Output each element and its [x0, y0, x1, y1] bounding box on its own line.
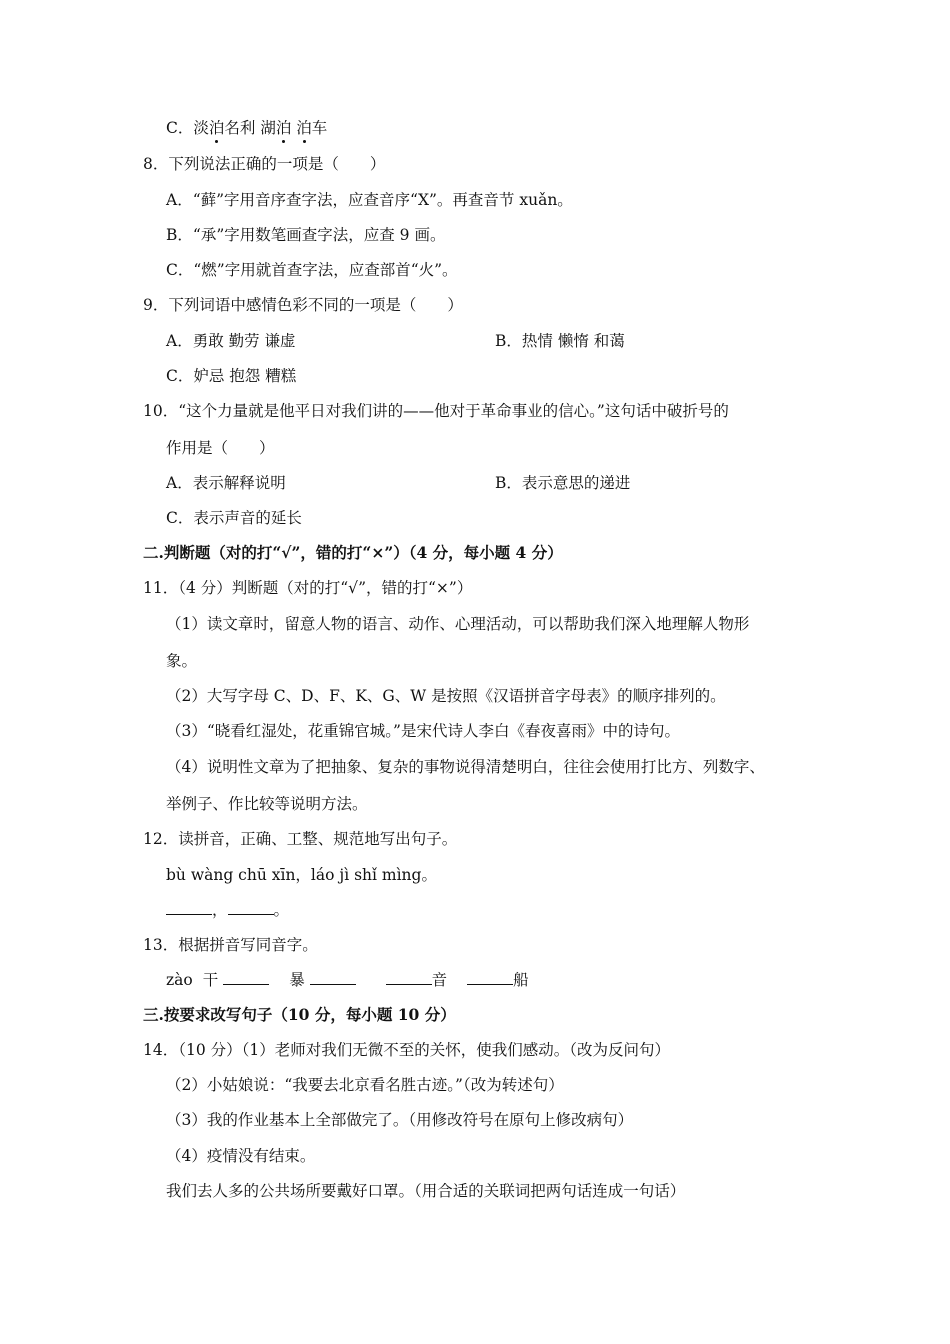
q11-statement-1a: （1）读文章时，留意人物的语言、动作、心理活动，可以帮助我们深入地理解人物形: [166, 615, 750, 633]
q13-answer-line: [166, 970, 529, 990]
q13-word-2: 暴: [289, 971, 305, 989]
section-3-heading: 三.按要求改写句子（10 分，每小题 10 分）: [143, 1005, 456, 1024]
q10-stem-line1: 10．“这个力量就是他平日对我们讲的——他对于革命事业的信心。”这句话中破折号的: [143, 402, 729, 420]
q9-option-b: B．热情 懒惰 和蔼: [495, 332, 625, 350]
q11-statement-4b: 举例子、作比较等说明方法。: [166, 795, 368, 813]
q9-stem: 9．下列词语中感情色彩不同的一项是（ ）: [143, 296, 463, 314]
q13-word-4: 船: [513, 971, 529, 989]
q10-option-b: B．表示意思的递进: [495, 474, 631, 492]
q13-pinyin: zào: [166, 971, 193, 989]
q7-c-suffix: 车: [311, 119, 328, 137]
q9-option-c: C．妒忌 抱怨 糟糕: [166, 367, 297, 385]
q8-option-c: C．“燃”字用就首查字法，应查部首“火”。: [166, 261, 458, 279]
q7-c-emphasis-3: 泊: [296, 119, 312, 137]
q7-c-emphasis-1: 泊: [208, 119, 225, 137]
q12-blank-1[interactable]: [166, 900, 212, 915]
q7-c-mid-1: 名利 湖: [224, 119, 276, 137]
section-2-heading: 二.判断题（对的打“√”，错的打“×”）（4 分，每小题 4 分）: [143, 543, 563, 562]
q12-separator: ，: [212, 901, 228, 919]
q12-blank-2[interactable]: [228, 900, 274, 915]
q11-statement-1b: 象。: [166, 652, 198, 670]
q14-sub-4-line2: 我们去人多的公共场所要戴好口罩。（用合适的关联词把两句话连成一句话）: [166, 1182, 686, 1200]
q11-statement-2: （2）大写字母 C、D、F、K、G、W 是按照《汉语拼音字母表》的顺序排列的。: [166, 687, 726, 705]
q11-statement-3: （3）“晓看红湿处，花重锦官城。”是宋代诗人李白《春夜喜雨》中的诗句。: [166, 722, 680, 740]
q11-stem: 11．（4 分）判断题（对的打“√”，错的打“×”）: [143, 579, 473, 597]
q13-blank-1[interactable]: [223, 970, 269, 985]
q13-blank-2[interactable]: [310, 970, 356, 985]
q13-word-1: 干: [202, 971, 219, 989]
q10-stem-line2: 作用是（ ）: [166, 439, 275, 457]
q7-c-emphasis-2: 泊: [275, 119, 292, 137]
q8-option-b: B．“承”字用数笔画查字法，应查 9 画。: [166, 226, 446, 244]
q13-blank-3[interactable]: [386, 970, 432, 985]
q8-stem: 8．下列说法正确的一项是（ ）: [143, 155, 386, 173]
q13-word-3: 音: [431, 971, 448, 989]
q13-stem: 13．根据拼音写同音字。: [143, 936, 318, 954]
q13-blank-4[interactable]: [467, 970, 513, 985]
q7-c-prefix: C．淡: [166, 119, 209, 137]
q14-sub-4: （4）疫情没有结束。: [166, 1147, 316, 1165]
q10-option-c: C．表示声音的延长: [166, 509, 302, 527]
q12-answer-line: [166, 900, 289, 920]
q14-sub-3: （3）我的作业基本上全部做完了。（用修改符号在原句上修改病句）: [166, 1111, 634, 1129]
q9-option-a: A．勇敢 勤劳 谦虚: [166, 332, 296, 350]
q12-end: 。: [273, 901, 290, 919]
q14-stem: 14．（10 分）（1）老师对我们无微不至的关怀，使我们感动。（改为反问句）: [143, 1041, 670, 1059]
q11-statement-4a: （4）说明性文章为了把抽象、复杂的事物说得清楚明白，往往会使用打比方、列数字、: [166, 758, 765, 776]
q10-option-a: A．表示解释说明: [166, 474, 286, 492]
q14-sub-2: （2）小姑娘说：“我要去北京看名胜古迹。”（改为转述句）: [166, 1076, 564, 1094]
q12-stem: 12．读拼音，正确、工整、规范地写出句子。: [143, 830, 458, 848]
q12-pinyin: bù wàng chū xīn，láo jì shǐ mìng。: [166, 866, 437, 884]
q7-option-c: [166, 118, 327, 138]
q8-option-a: A．“藓”字用音序查字法，应查音序“X”。再查音节 xuǎn。: [166, 191, 573, 209]
